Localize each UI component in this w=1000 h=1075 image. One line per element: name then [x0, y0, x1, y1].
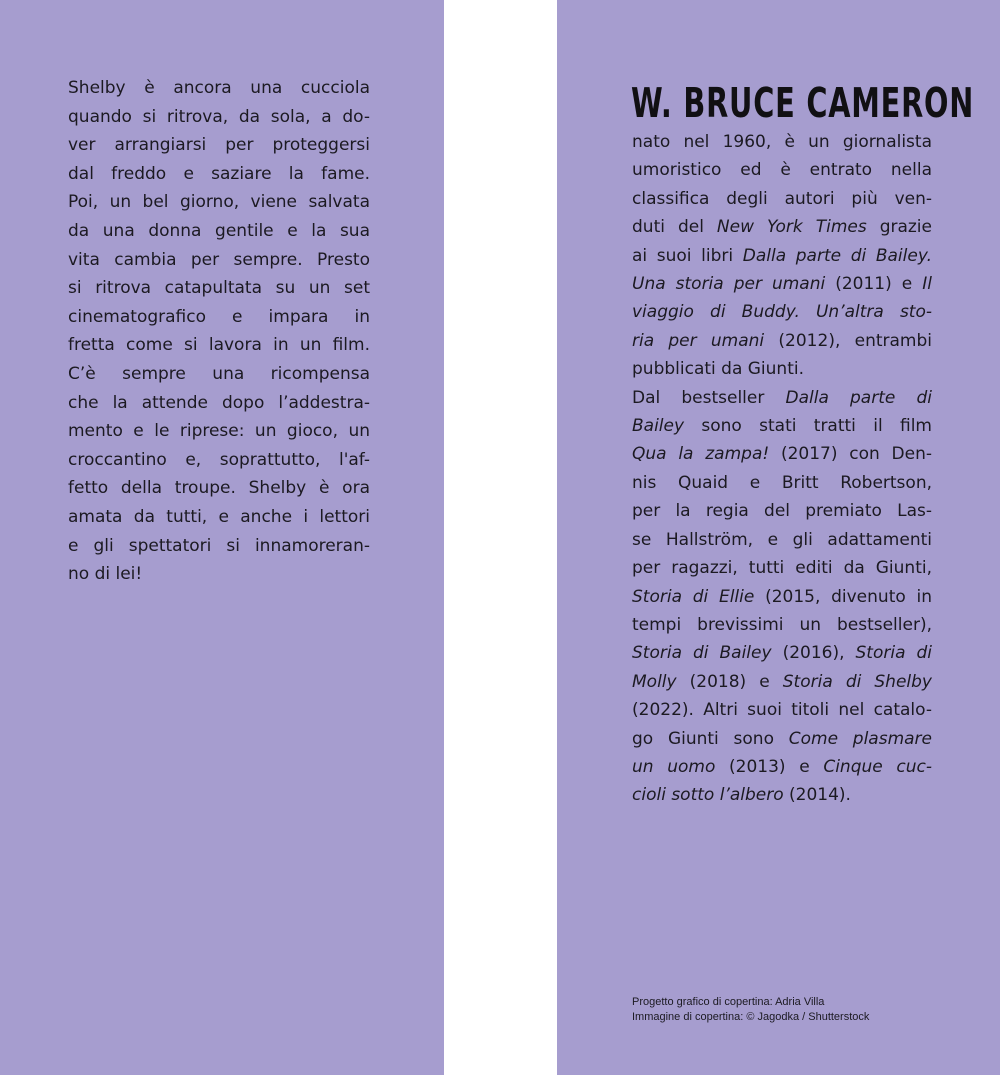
- book-title: Dalla parte di: [785, 387, 932, 408]
- book-title: Molly: [632, 671, 677, 692]
- synopsis-line: ver arrangiarsi per proteggersi: [68, 135, 370, 156]
- synopsis-line: mento e le riprese: un gioco, un: [68, 421, 370, 442]
- synopsis-line: dal freddo e saziare la fame.: [68, 163, 370, 184]
- bio-text: grazie: [866, 217, 932, 238]
- bio-line: [632, 753, 932, 781]
- bio-line: [632, 384, 932, 412]
- book-title: Il: [922, 274, 932, 295]
- bio-line: classifica degli autori più ven-: [632, 188, 932, 209]
- cover-image-credit: Immagine di copertina: © Jagodka / Shutterstock: [632, 1011, 870, 1023]
- bio-text: sono stati tratti il film: [684, 416, 932, 437]
- book-title: un uomo: [632, 756, 716, 777]
- synopsis-line: Poi, un bel giorno, viene salvata: [68, 192, 370, 213]
- bio-line: nis Quaid e Britt Robertson,: [632, 472, 932, 493]
- bio-line: [632, 781, 932, 809]
- book-title: Cinque cuc-: [823, 756, 933, 777]
- bio-text: (2011) e: [825, 274, 923, 295]
- synopsis-line: amata da tutti, e anche i lettori: [68, 506, 370, 527]
- bio-line: se Hallström, e gli adattamenti: [632, 529, 932, 550]
- synopsis-line: quando si ritrova, da sola, a do-: [68, 106, 370, 127]
- synopsis-line: che la attende dopo l’addestra-: [68, 392, 370, 413]
- bio-line: pubblicati da Giunti.: [632, 359, 805, 380]
- cover-credits: [632, 995, 952, 1025]
- bio-line: nato nel 1960, è un giornalista: [632, 132, 932, 152]
- book-title: Storia di Bailey: [632, 643, 772, 664]
- synopsis-text: [68, 74, 370, 589]
- bio-line: [632, 412, 932, 440]
- book-title: Storia di Ellie: [632, 586, 755, 607]
- bio-text: (2014).: [783, 785, 851, 806]
- bio-line: per la regia del premiato Las-: [632, 501, 932, 522]
- synopsis-line: fretta come si lavora in un film.: [68, 335, 370, 356]
- synopsis-line: C’è sempre una ricompensa: [68, 363, 370, 384]
- bio-line: per ragazzi, tutti editi da Giunti,: [632, 558, 932, 579]
- bio-line: [632, 327, 932, 355]
- author-biography: [632, 128, 932, 810]
- bio-text: ai suoi libri: [632, 245, 743, 266]
- bio-text: (2015, divenuto in: [754, 586, 932, 607]
- synopsis-line: vita cambia per sempre. Presto: [68, 249, 370, 270]
- book-title: New York Times: [716, 217, 867, 238]
- book-title: Storia di Shelby: [782, 671, 932, 692]
- synopsis-line: si ritrova catapultata su un set: [68, 278, 370, 299]
- bio-text: (2013) e: [715, 756, 824, 777]
- synopsis-line: da una donna gentile e la sua: [68, 220, 370, 241]
- bio-line: (2022). Altri suoi titoli nel catalo-: [632, 700, 932, 721]
- synopsis-line: no di lei!: [68, 564, 143, 585]
- bio-text: Dal bestseller: [632, 387, 786, 408]
- synopsis-line: Shelby è ancora una cucciola: [68, 78, 370, 98]
- bio-text: (2012), entrambi: [764, 330, 932, 351]
- synopsis-line: croccantino e, soprattutto, l'af-: [68, 449, 370, 470]
- bio-text: go Giunti sono: [632, 728, 789, 749]
- book-title: Dalla parte di Bailey: [742, 245, 927, 266]
- bio-line: [632, 440, 932, 468]
- bio-line: [632, 270, 932, 298]
- bio-text: (2016),: [771, 643, 856, 664]
- bio-line: [632, 725, 932, 753]
- book-title: Come plasmare: [788, 728, 932, 749]
- bio-line: umoristico ed è entrato nella: [632, 160, 932, 181]
- book-title: ria per umani: [632, 330, 765, 351]
- bio-text: (2017) con Den-: [769, 444, 932, 465]
- cover-design-credit: Progetto grafico di copertina: Adria Villa: [632, 996, 825, 1008]
- bio-line: [632, 668, 932, 696]
- synopsis-line: e gli spettatori si innamoreran-: [68, 535, 370, 556]
- bio-line: tempi brevissimi un bestseller),: [632, 614, 932, 635]
- film-title: Qua la zampa!: [632, 444, 770, 465]
- bio-line: [632, 242, 932, 270]
- book-title: cioli sotto l’albero: [632, 785, 784, 806]
- bio-text: duti del: [632, 217, 717, 238]
- bio-line: [632, 298, 932, 326]
- book-title: Bailey: [632, 416, 685, 437]
- bio-text: (2018) e: [676, 671, 783, 692]
- synopsis-line: fetto della troupe. Shelby è ora: [68, 478, 370, 499]
- bio-line: [632, 583, 932, 611]
- synopsis-line: cinematografico e impara in: [68, 306, 370, 327]
- book-title: viaggio di Buddy. Un’altra sto-: [632, 302, 932, 323]
- book-title: Una storia per umani: [632, 274, 826, 295]
- author-name-heading: W. BRUCE CAMERON: [631, 79, 975, 127]
- bio-line: [632, 639, 932, 667]
- bio-text: .: [926, 245, 932, 266]
- book-title: Storia di: [855, 643, 933, 664]
- bio-line: [632, 213, 932, 241]
